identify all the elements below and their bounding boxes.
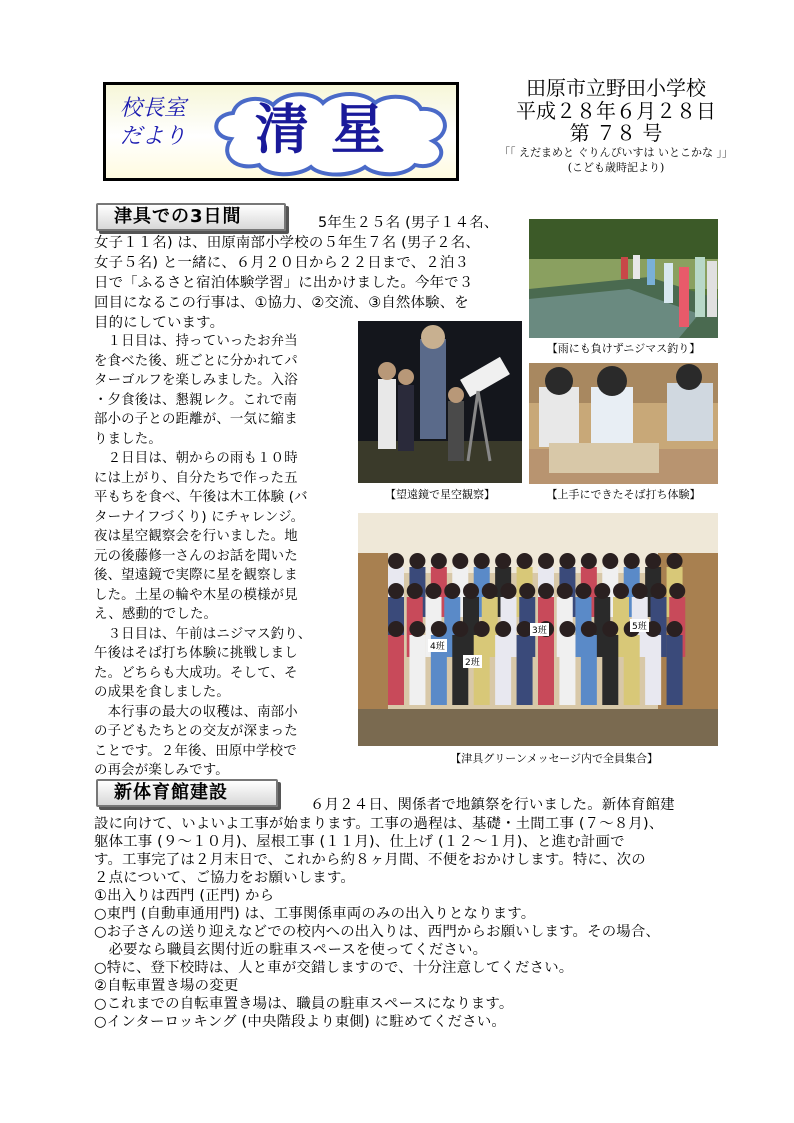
group-person-head bbox=[581, 621, 597, 637]
haiku-source: (こども歳時記より) bbox=[567, 161, 665, 174]
article2-line: ②自転車置き場の変更 bbox=[94, 978, 239, 994]
group-person-head bbox=[519, 583, 535, 599]
telescope-caption: 【望遠鏡で星空観察】 bbox=[385, 488, 495, 501]
group-person bbox=[409, 635, 425, 705]
article1-heading: 津具での3日間 bbox=[96, 203, 286, 231]
article2-line: ６月２４日、関係者で地鎮祭を行いました。新体育館建 bbox=[310, 797, 675, 813]
masthead-subtitle bbox=[120, 95, 200, 151]
article1-line: 5年生２５名 (男子１４名、 bbox=[318, 215, 499, 231]
article1-narrow-line: の子どもたちとの交友が深まった bbox=[94, 724, 298, 739]
group-person-head bbox=[651, 583, 667, 599]
article2-line: す。工事完了は２月末日で、これから約８ヶ月間、不便をおかけします。特に、次の bbox=[94, 852, 646, 868]
group-person bbox=[581, 635, 597, 705]
article1-narrow-line: 本行事の最大の収穫は、南部小 bbox=[94, 704, 298, 720]
haiku bbox=[466, 145, 766, 175]
article2-line: ○東門 (自動車通用門) は、工事関係車両のみの出入りとなります。 bbox=[94, 906, 536, 922]
article2-line: 必要なら職員玄関付近の駐車スペースを使ってください。 bbox=[94, 942, 488, 958]
fishing-caption: 【雨にも負けずニジマス釣り】 bbox=[546, 342, 701, 355]
group-person-head bbox=[474, 553, 490, 569]
article1-line: 女子５名) と一緒に、６月２０日から２２日まで、２泊３ bbox=[94, 255, 470, 271]
article1-narrow-line: 後、望遠鏡で実際に星を観察しま bbox=[94, 568, 298, 583]
group-person bbox=[645, 635, 661, 705]
group-person bbox=[388, 635, 404, 705]
group-person-head bbox=[538, 553, 554, 569]
group-person-head bbox=[613, 583, 629, 599]
article1-narrow-line: 元の後藤修一さんのお話を聞いた bbox=[94, 548, 298, 564]
article1-narrow-line: 午後はそば打ち体験に挑戦しまし bbox=[94, 646, 298, 661]
group-person-head bbox=[431, 621, 447, 637]
group-sign: 4班 bbox=[428, 639, 447, 652]
fishing-photo bbox=[529, 219, 718, 338]
group-person bbox=[667, 635, 683, 705]
article2-line: ○特に、登下校時は、人と車が交錯しますので、十分注意してください。 bbox=[94, 960, 574, 976]
article2-line: ○お子さんの送り迎えなどでの校内への出入りは、西門からお願いします。その場合、 bbox=[94, 924, 661, 940]
group-person bbox=[538, 635, 554, 705]
school-name: 田原市立野田小学校 bbox=[526, 76, 706, 100]
article2-line: ２点について、ご協力をお願いします。 bbox=[94, 870, 355, 886]
article1-narrow-line: の成果を食しました。 bbox=[94, 685, 230, 700]
group-person-head bbox=[444, 583, 460, 599]
article2-line: ○これまでの自転車置き場は、職員の駐車スペースになります。 bbox=[94, 996, 514, 1012]
article1-line: 日で「ふるさと宿泊体験学習」に出かけました。今年で３ bbox=[94, 275, 474, 291]
group-caption: 【津具グリーンメッセージ内で全員集合】 bbox=[450, 752, 658, 765]
masthead-banner bbox=[103, 82, 459, 181]
article1-narrow-line: には上がり、自分たちで作った五 bbox=[94, 470, 298, 486]
group-person bbox=[452, 635, 468, 705]
group-person-head bbox=[667, 553, 683, 569]
article1-narrow-line: 部小の子との距離が、一気に縮ま bbox=[94, 412, 298, 427]
article1-narrow-line: え、感動的でした。 bbox=[94, 607, 218, 622]
group-person-head bbox=[388, 583, 404, 599]
article1-narrow-line: の再会が楽しみです。 bbox=[94, 763, 229, 778]
soba-caption: 【上手にできたそば打ち体験】 bbox=[546, 488, 701, 501]
group-person-head bbox=[474, 621, 490, 637]
group-person-head bbox=[624, 553, 640, 569]
article1-line: 回目になるこの行事は、①協力、②交流、③自然体験、を bbox=[94, 295, 469, 311]
group-person-head bbox=[452, 621, 468, 637]
group-sign: 2班 bbox=[463, 655, 482, 668]
group-person-head bbox=[409, 553, 425, 569]
group-person-head bbox=[388, 553, 404, 569]
group-person-head bbox=[602, 621, 618, 637]
article1-line: 目的にしています。 bbox=[94, 315, 225, 331]
article1-narrow-line: ３日目は、午前はニジマス釣り、 bbox=[94, 626, 312, 642]
group-person-head bbox=[669, 583, 685, 599]
group-person bbox=[624, 635, 640, 705]
group-person-head bbox=[517, 553, 533, 569]
article1-narrow-column bbox=[94, 332, 356, 781]
article1-line: 女子１１名) は、田原南部小学校の５年生７名 (男子２名、 bbox=[94, 235, 480, 251]
group-person-head bbox=[602, 553, 618, 569]
issue-number: 第 ７８ 号 bbox=[569, 121, 663, 145]
article1-narrow-line: 夜は星空観察会を行いました。地 bbox=[94, 529, 298, 544]
group-person-head bbox=[645, 553, 661, 569]
group-person-head bbox=[667, 621, 683, 637]
group-person bbox=[474, 635, 490, 705]
article1-narrow-line: ターナイフづくり) にチャレンジ。 bbox=[94, 509, 305, 525]
group-person-head bbox=[407, 583, 423, 599]
group-photo bbox=[358, 513, 718, 746]
article1-narrow-line: ことです。２年後、田原中学校で bbox=[94, 743, 297, 759]
article1-narrow-line: した。土星の輪や木星の模様が見 bbox=[94, 587, 298, 603]
fishing-photo-image bbox=[529, 219, 718, 338]
group-person-head bbox=[538, 583, 554, 599]
group-person-head bbox=[495, 553, 511, 569]
group-person-head bbox=[632, 583, 648, 599]
article2-body bbox=[94, 815, 724, 1031]
group-person bbox=[517, 635, 533, 705]
haiku-text: 「「 えだまめと ぐりんぴいすは いとこかな 」」 bbox=[499, 146, 733, 159]
group-person-head bbox=[559, 553, 575, 569]
article1-narrow-line: 平もちを食べ、午後は木工体験 (バ bbox=[94, 490, 308, 505]
group-person-head bbox=[388, 621, 404, 637]
group-person-head bbox=[452, 553, 468, 569]
masthead-subtitle-line2: だより bbox=[120, 124, 187, 149]
telescope-photo-image bbox=[358, 321, 522, 483]
article1-narrow-line: ・夕食後は、懇親レク。これで南 bbox=[94, 392, 298, 408]
group-person-head bbox=[559, 621, 575, 637]
article1-narrow-line: ターゴルフを楽しみました。入浴 bbox=[94, 373, 298, 388]
group-person-head bbox=[482, 583, 498, 599]
issue-date: 平成２８年６月２８日 bbox=[516, 99, 716, 123]
soba-photo bbox=[529, 363, 718, 484]
article2-line: 躯体工事 (９～１０月)、屋根工事 (１１月)、仕上げ (１２～１月)、と進む計画で bbox=[94, 834, 625, 850]
masthead-subtitle-line1: 校長室 bbox=[120, 96, 187, 121]
article2-line: ①出入りは西門 (正門) から bbox=[94, 888, 275, 904]
group-person bbox=[559, 635, 575, 705]
group-person bbox=[602, 635, 618, 705]
group-person-head bbox=[501, 583, 517, 599]
telescope-photo bbox=[358, 321, 522, 483]
masthead-title: 清星 bbox=[255, 97, 407, 161]
article1-narrow-line: りました。 bbox=[94, 431, 162, 447]
group-person-head bbox=[431, 553, 447, 569]
group-person-head bbox=[581, 553, 597, 569]
group-person-head bbox=[426, 583, 442, 599]
article1-narrow-line: ２日目は、朝からの雨も１０時 bbox=[94, 451, 298, 466]
article2-line: 設に向けて、いよいよ工事が始まります。工事の過程は、基礎・土間工事 (７～８月)、 bbox=[94, 816, 664, 832]
article1-narrow-line: を食べた後、班ごとに分かれてパ bbox=[94, 353, 298, 369]
group-person-head bbox=[594, 583, 610, 599]
soba-photo-image bbox=[529, 363, 718, 484]
group-person-head bbox=[557, 583, 573, 599]
article2-heading: 新体育館建設 bbox=[96, 779, 278, 807]
article1-narrow-line: １日目は、持っていったお弁当 bbox=[94, 334, 298, 349]
article1-narrow-line: た。どちらも大成功。そして、そ bbox=[94, 665, 298, 681]
group-sign: 3班 bbox=[530, 623, 549, 636]
group-person-head bbox=[409, 621, 425, 637]
group-person-head bbox=[576, 583, 592, 599]
group-sign: 5班 bbox=[630, 619, 649, 632]
group-person-head bbox=[495, 621, 511, 637]
article2-line: ○インターロッキング (中央階段より東側) に駐めてください。 bbox=[94, 1014, 506, 1030]
group-person-head bbox=[463, 583, 479, 599]
group-person bbox=[495, 635, 511, 705]
